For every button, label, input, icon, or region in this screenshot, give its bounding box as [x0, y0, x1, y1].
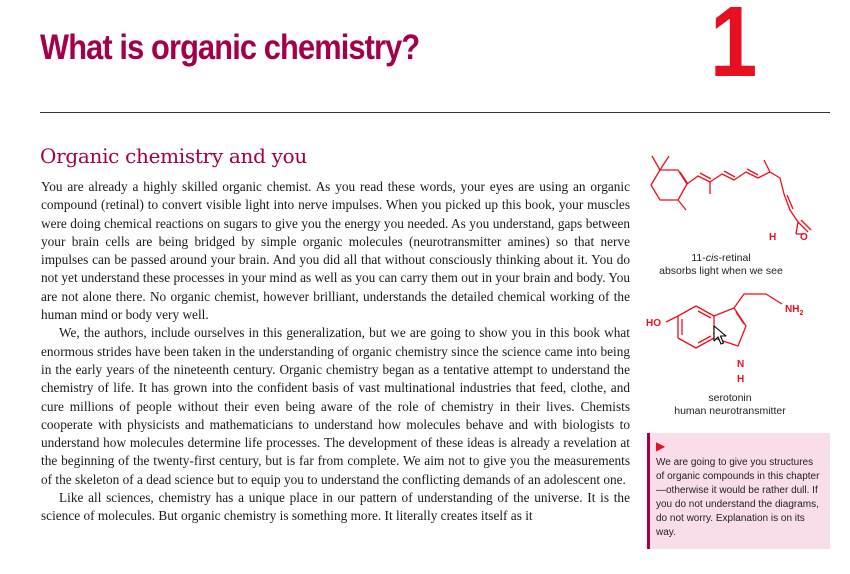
- header-rule: [40, 112, 830, 113]
- chapter-number: 1: [710, 0, 758, 98]
- retinal-structure: [636, 148, 836, 243]
- retinal-caption-prefix: 11-: [691, 252, 706, 264]
- retinal-caption-suffix: -retinal: [718, 252, 751, 264]
- serotonin-structure: [640, 290, 830, 390]
- retinal-atom-o: O: [800, 232, 808, 243]
- section-heading: Organic chemistry and you: [40, 144, 308, 168]
- serotonin-caption-line1: serotonin: [708, 392, 752, 404]
- margin-note-text: We are going to give you structures of organic compounds in this chapter—otherwise it would be rather dull. If you do not understand the diagrams, do not worry. Explanation is on its way.: [656, 457, 820, 538]
- serotonin-atom-nh2: $NH_2$: [785, 304, 804, 317]
- retinal-caption: [640, 252, 802, 278]
- body-text: [41, 178, 630, 526]
- paragraph-1: You are already a highly skilled organic chemist. As you read these words, your eyes are using an organic compound (retinal) to convert visible light into nerve impulses. When you picked up this book, your muscles were doing chemical reactions on sugars to give you the energy you needed. As you understand, gaps between your brain cells are being bridged by simple organic molecules (neurotransmitter amines) so that nerve impulses can be passed around your brain. And you did all that without consciously thinking about it. You do not yet understand these processes in your mind as well as you can carry them out in your brain and body. You are not alone there. No organic chemist, however brilliant, understands the detailed chemical working of the human mind or body very well.: [41, 179, 630, 323]
- paragraph-2: We, the authors, include ourselves in this generalization, but we are going to show you in this book what enormous strides have been taken in the understanding of organic chemistry since the science came into being in the early years of the nineteenth century. Organic chemistry began as a tentative attempt to understand the chemistry of life. It has grown into the confident basis of vast multinational industries that feed, clothe, and cure millions of people without their even being aware of the role of chemistry in their lives. Chemists cooperate with physicists and mathematicians to understand how molecules behave and with biologists to understand how molecules determine life processes. The development of these ideas is already a revelation at the beginning of the twenty-first century, but is far from complete. We aim not to give you the measurements of the skeleton of a dead science but to equip you to understand the conflicting demands of an adolescent one.: [41, 325, 630, 487]
- serotonin-caption: [650, 392, 810, 418]
- mouse-pointer-icon: [713, 325, 727, 345]
- note-arrow-icon: ▶: [656, 439, 666, 453]
- paragraph-3: Like all sciences, chemistry has a unique place in our pattern of understanding of the universe. It is the science of molecules. But organic chemistry is something more. It literally creates itself as it: [41, 490, 630, 524]
- serotonin-atom-h: H: [737, 374, 745, 385]
- retinal-caption-cis: cis: [705, 252, 719, 264]
- chapter-title: What is organic chemistry?: [40, 28, 420, 67]
- margin-note: [647, 433, 830, 549]
- serotonin-atom-n: N: [737, 359, 745, 370]
- serotonin-caption-line2: human neurotransmitter: [674, 405, 786, 417]
- serotonin-atom-ho: HO: [646, 318, 661, 329]
- retinal-atom-h: H: [769, 232, 777, 243]
- retinal-caption-line2: absorbs light when we see: [659, 265, 783, 277]
